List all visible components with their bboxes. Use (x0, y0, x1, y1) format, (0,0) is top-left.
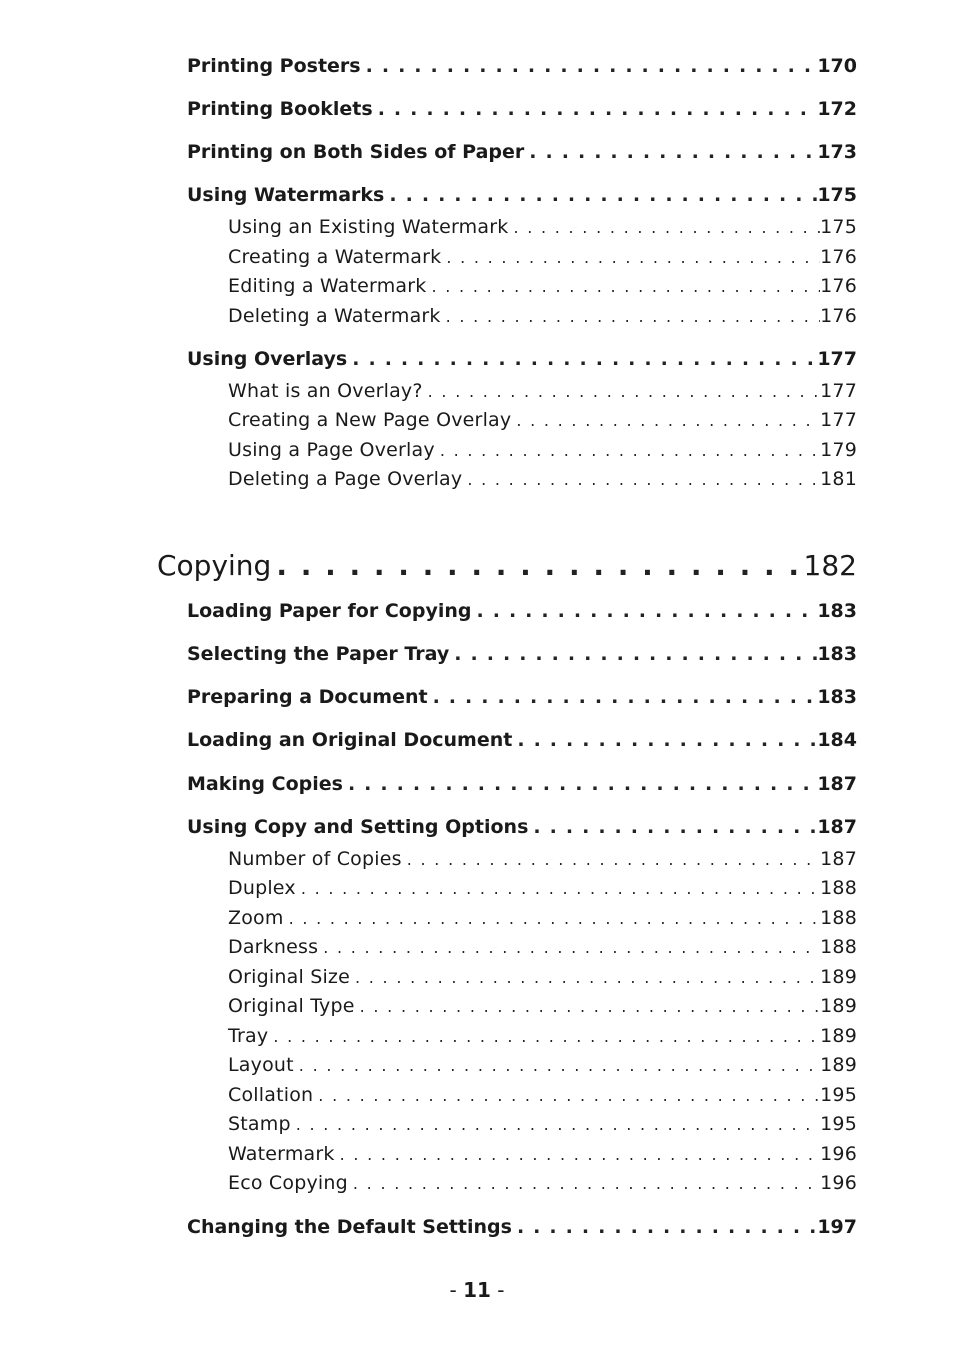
dot-leader (384, 184, 817, 206)
toc-section-entry[interactable] (187, 184, 857, 206)
toc-subsection-entry[interactable] (228, 216, 857, 238)
toc-entry-title: Creating a New Page Overlay (228, 409, 512, 431)
toc-section-entry[interactable] (187, 643, 857, 665)
toc-section-entry[interactable] (187, 816, 857, 838)
toc-subsection-entry[interactable] (228, 1084, 857, 1106)
toc-entry-page-number: 187 (817, 816, 857, 838)
toc-entry-page-number: 188 (820, 907, 857, 929)
toc-entry-page-number: 172 (817, 98, 857, 120)
toc-entry-title: Printing Booklets (187, 98, 373, 120)
toc-section-entry[interactable] (187, 686, 857, 708)
toc-entry-title: Tray (228, 1025, 269, 1047)
dot-leader (512, 729, 817, 751)
toc-subsection-entry[interactable] (228, 246, 857, 268)
toc-entry-page-number: 173 (817, 141, 857, 163)
toc-entry-title: Watermark (228, 1143, 335, 1165)
toc-subsection-entry[interactable] (228, 848, 857, 870)
toc-entry-title: Duplex (228, 877, 296, 899)
toc-subsection-entry[interactable] (228, 877, 857, 899)
toc-entry-page-number: 170 (817, 55, 857, 77)
toc-entry-page-number: 183 (817, 643, 857, 665)
footer-suffix: - (490, 1278, 505, 1302)
toc-entry-title: Printing on Both Sides of Paper (187, 141, 525, 163)
toc-entry-title: Collation (228, 1084, 314, 1106)
toc-entry-title: Zoom (228, 907, 284, 929)
toc-entry-page-number: 188 (820, 936, 857, 958)
dot-leader (423, 382, 820, 401)
toc-entry-title: Selecting the Paper Tray (187, 643, 450, 665)
toc-entry-title: Layout (228, 1054, 294, 1076)
dot-leader (441, 307, 820, 326)
dot-leader (284, 909, 821, 928)
toc-entry-page-number: 189 (820, 995, 857, 1017)
dot-leader (335, 1145, 821, 1164)
toc-entry-page-number: 176 (820, 246, 857, 268)
toc-subsection-entry[interactable] (228, 439, 857, 461)
toc-subsection-entry[interactable] (228, 966, 857, 988)
toc-entry-page-number: 196 (820, 1143, 857, 1165)
dot-leader (347, 348, 817, 370)
dot-leader (435, 441, 820, 460)
dot-leader (462, 470, 820, 489)
toc-entry-page-number: 189 (820, 1025, 857, 1047)
toc-entry-title: Making Copies (187, 773, 343, 795)
toc-entry-title: Editing a Watermark (228, 275, 427, 297)
dot-leader (441, 248, 820, 267)
toc-entry-page-number: 177 (817, 348, 857, 370)
toc-section-entry[interactable] (187, 98, 857, 120)
toc-entry-title: Loading Paper for Copying (187, 600, 472, 622)
toc-chapter-entry[interactable] (157, 549, 857, 582)
dot-leader (350, 968, 820, 987)
dot-leader (373, 98, 818, 120)
toc-entry-page-number: 195 (820, 1084, 857, 1106)
footer-prefix: - (449, 1278, 464, 1302)
dot-leader (294, 1056, 820, 1075)
dot-leader (449, 643, 817, 665)
toc-section-entry[interactable] (187, 600, 857, 622)
toc-entry-title: Changing the Default Settings (187, 1216, 512, 1238)
dot-leader (296, 879, 820, 898)
dot-leader (343, 773, 817, 795)
dot-leader (313, 1086, 820, 1105)
dot-leader (271, 549, 803, 582)
dot-leader (402, 850, 820, 869)
toc-entry-title: Using Watermarks (187, 184, 385, 206)
toc-section-entry[interactable] (187, 1216, 857, 1238)
toc-entry-title: Using an Existing Watermark (228, 216, 509, 238)
toc-entry-title: Eco Copying (228, 1172, 348, 1194)
toc-entry-page-number: 179 (820, 439, 857, 461)
dot-leader (524, 141, 817, 163)
toc-section-entry[interactable] (187, 729, 857, 751)
toc-entry-title: Darkness (228, 936, 319, 958)
toc-entry-page-number: 195 (820, 1113, 857, 1135)
toc-subsection-entry[interactable] (228, 1172, 857, 1194)
dot-leader (348, 1174, 820, 1193)
dot-leader (355, 997, 820, 1016)
toc-subsection-entry[interactable] (228, 1113, 857, 1135)
dot-leader (512, 1216, 817, 1238)
toc-entry-title: Original Size (228, 966, 350, 988)
page-number: 11 (463, 1278, 491, 1302)
toc-entry-page-number: 196 (820, 1172, 857, 1194)
dot-leader (318, 938, 820, 957)
dot-leader (471, 600, 817, 622)
toc-subsection-entry[interactable] (228, 1143, 857, 1165)
toc-entry-page-number: 176 (820, 305, 857, 327)
toc-entry-title: Deleting a Page Overlay (228, 468, 463, 490)
toc-entry-page-number: 188 (820, 877, 857, 899)
toc-entry-page-number: 184 (817, 729, 857, 751)
toc-section-entry[interactable] (187, 55, 857, 77)
toc-subsection-entry[interactable] (228, 305, 857, 327)
dot-leader (428, 686, 818, 708)
toc-subsection-entry[interactable] (228, 907, 857, 929)
toc-entry-title: Using Copy and Setting Options (187, 816, 529, 838)
toc-entry-page-number: 189 (820, 966, 857, 988)
toc-entry-page-number: 183 (817, 686, 857, 708)
toc-section-entry[interactable] (187, 773, 857, 795)
toc-entry-page-number: 181 (820, 468, 857, 490)
toc-entry-page-number: 182 (803, 549, 857, 582)
toc-entry-page-number: 183 (817, 600, 857, 622)
toc-entry-page-number: 197 (817, 1216, 857, 1238)
toc-section-entry[interactable] (187, 348, 857, 370)
toc-entry-title: What is an Overlay? (228, 380, 423, 402)
toc-entry-title: Copying (157, 549, 272, 582)
dot-leader (268, 1027, 820, 1046)
toc-entry-title: Printing Posters (187, 55, 361, 77)
toc-entry-title: Creating a Watermark (228, 246, 442, 268)
toc-subsection-entry[interactable] (228, 936, 857, 958)
toc-entry-page-number: 187 (820, 848, 857, 870)
dot-leader (528, 816, 817, 838)
toc-entry-title: Loading an Original Document (187, 729, 513, 751)
toc-entry-title: Using Overlays (187, 348, 348, 370)
toc-entry-title: Using a Page Overlay (228, 439, 435, 461)
toc-entry-page-number: 175 (820, 216, 857, 238)
page-footer (0, 1278, 954, 1302)
toc-entry-title: Preparing a Document (187, 686, 428, 708)
toc-subsection-entry[interactable] (228, 995, 857, 1017)
toc-entry-title: Number of Copies (228, 848, 402, 870)
dot-leader (427, 277, 821, 296)
toc-subsection-entry[interactable] (228, 1054, 857, 1076)
toc-subsection-entry[interactable] (228, 409, 857, 431)
dot-leader (508, 218, 820, 237)
toc-entry-page-number: 176 (820, 275, 857, 297)
dot-leader (291, 1115, 820, 1134)
toc-entry-page-number: 189 (820, 1054, 857, 1076)
toc-entry-page-number: 177 (820, 380, 857, 402)
toc-section-entry[interactable] (187, 141, 857, 163)
toc-subsection-entry[interactable] (228, 275, 857, 297)
toc-entry-page-number: 177 (820, 409, 857, 431)
toc-entry-page-number: 187 (817, 773, 857, 795)
toc-entry-title: Original Type (228, 995, 355, 1017)
dot-leader (361, 55, 818, 77)
toc-entry-page-number: 175 (817, 184, 857, 206)
dot-leader (511, 411, 820, 430)
toc-entry-title: Deleting a Watermark (228, 305, 441, 327)
toc-subsection-entry[interactable] (228, 1025, 857, 1047)
toc-entry-title: Stamp (228, 1113, 291, 1135)
toc-subsection-entry[interactable] (228, 380, 857, 402)
toc-subsection-entry[interactable] (228, 468, 857, 490)
